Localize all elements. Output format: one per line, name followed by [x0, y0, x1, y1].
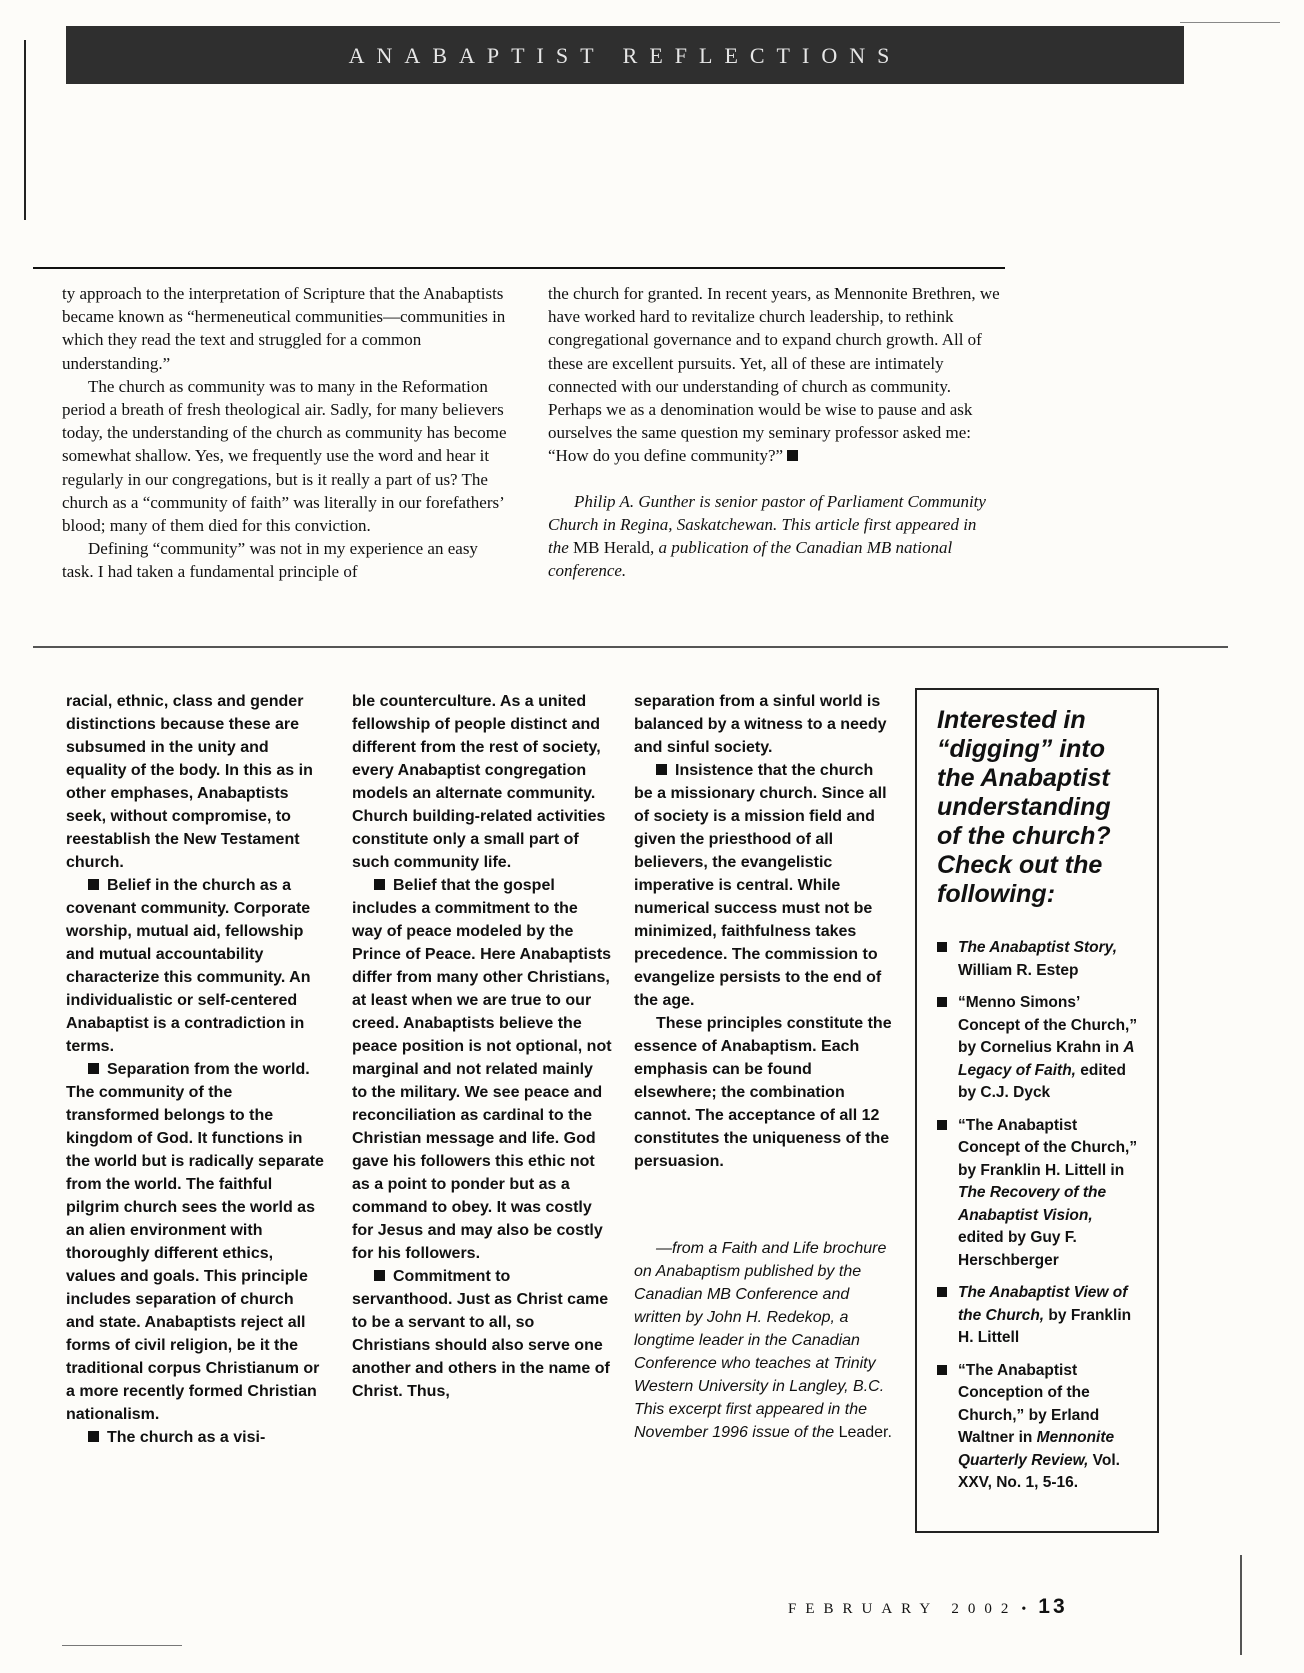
article-paragraph: ty approach to the interpretation of Scripture that the Anabaptists became known as “hermeneutical communities—communities in which they read the text and struggled for a common understanding.”	[62, 284, 506, 373]
author-byline: Philip A. Gunther is senior pastor of Parliament Community Church in Regina, Saskatchewan. This article first appeared in the MB Herald, a publication of the Canadian MB national conference.	[548, 491, 986, 581]
bottom-rule	[62, 1645, 182, 1646]
principles-column-3	[634, 690, 892, 1444]
reading-list-sidebar	[915, 688, 1159, 1533]
principle-paragraph: separation from a sinful world is balanced by a witness to a needy and sinful society.	[634, 693, 887, 756]
principles-column-1	[66, 690, 324, 1449]
principle-paragraph: Belief in the church as a covenant community. Corporate worship, mutual aid, fellowship and mutual accountability characterize this community. An individualistic or self-centered Anabaptist is a contradiction in terms.	[66, 877, 311, 1055]
issue-date: FEBRUARY 2002	[788, 1601, 1018, 1617]
principle-paragraph: ble counterculture. As a united fellowship of people distinct and different from the rest of society, every Anabaptist congregation models an alternate community. Church building-related activities constitute only a small part of such community life.	[352, 693, 606, 871]
footer-bullet: •	[1021, 1602, 1027, 1617]
principle-paragraph: Insistence that the church be a missionary church. Since all of society is a mission field and given the priesthood of all believers, the evangelistic imperative is central. While numerical success must not be minimized, faithfulness takes precedence. The commission to evangelize persists to the end of the age.	[634, 762, 887, 1009]
principle-paragraph: The church as a visi-	[66, 1426, 324, 1449]
reference-item: “The Anabaptist Conception of the Church,” by Erland Waltner in Mennonite Quarterly Review, Vol. XXV, No. 1, 5-16.	[937, 1360, 1141, 1495]
bullet-square-icon	[937, 997, 947, 1007]
end-mark-icon	[787, 450, 798, 461]
principle-paragraph: Separation from the world. The community of the transformed belongs to the kingdom of God. It functions in the world but is radically separate from the world. The faithful pilgrim church sees the world as an alien environment with thoroughly different ethics, values and goals. This principle includes separation of church and state. Anabaptists reject all forms of civil religion, be it the traditional corpus Christianum or a more recently formed Christian nationalism.	[66, 1061, 324, 1423]
page-edge-right	[1240, 1555, 1242, 1655]
top-rule	[33, 267, 1005, 269]
page-edge-left	[24, 40, 26, 220]
section-banner: ANABAPTIST REFLECTIONS	[66, 26, 1184, 84]
reference-item: “The Anabaptist Concept of the Church,” by Franklin H. Littell in The Recovery of the Anabaptist Vision, edited by Guy F. Herschberger	[937, 1115, 1141, 1273]
page-edge-top	[1180, 22, 1280, 23]
article-column-left	[62, 282, 508, 584]
bullet-square-icon	[374, 1270, 385, 1281]
article-paragraph: Defining “community” was not in my experience an easy task. I had taken a fundamental principle of	[62, 539, 478, 582]
article-column-right	[548, 282, 1000, 582]
sidebar-title: Interested in “digging” into the Anabaptist understanding of the church? Check out the following:	[937, 706, 1111, 908]
section-divider	[33, 646, 1228, 648]
bullet-square-icon	[937, 942, 947, 952]
reference-list	[937, 937, 1141, 1495]
principles-column-2	[352, 690, 612, 1403]
bullet-square-icon	[656, 764, 667, 775]
article-paragraph: the church for granted. In recent years, as Mennonite Brethren, we have worked hard to revitalize church leadership, to rethink congregational governance and to expand church growth. All of these are excellent pursuits. Yet, all of these are intimately connected with our understanding of church as community. Perhaps we as a denomination would be wise to pause and ask ourselves the same question my seminary professor asked me: “How do you define community?”	[548, 284, 1000, 466]
bullet-square-icon	[88, 1063, 99, 1074]
bullet-square-icon	[374, 879, 385, 890]
page-footer	[788, 1595, 1068, 1619]
reference-item: The Anabaptist View of the Church, by Franklin H. Littell	[937, 1282, 1141, 1350]
bullet-square-icon	[937, 1365, 947, 1375]
principle-paragraph: Commitment to servanthood. Just as Christ came to be a servant to all, so Christians should also serve one another and others in the name of Christ. Thus,	[352, 1268, 610, 1400]
bullet-square-icon	[88, 879, 99, 890]
page-number: 13	[1038, 1595, 1068, 1618]
principle-paragraph: Belief that the gospel includes a commitment to the way of peace modeled by the Prince of Peace. Here Anabaptists differ from many other Christians, at least when we are true to our creed. Anabaptists believe the peace position is not optional, not marginal and not related mainly to the military. We see peace and reconciliation as cardinal to the Christian message and life. God gave his followers this ethic not as a point to ponder but as a command to obey. It was costly for Jesus and may also be costly for his followers.	[352, 877, 612, 1262]
bullet-square-icon	[88, 1431, 99, 1442]
reference-item: The Anabaptist Story, William R. Estep	[937, 937, 1141, 982]
bullet-square-icon	[937, 1120, 947, 1130]
article-paragraph: The church as community was to many in the Reformation period a breath of fresh theological air. Sadly, for many believers today, the understanding of the church as community has become somewhat shallow. Yes, we frequently use the word and hear it regularly in our congregations, but is it really a part of us? The church as a “community of faith” was literally in our forefathers’ blood; many of them died for this conviction.	[62, 376, 507, 536]
bullet-square-icon	[937, 1287, 947, 1297]
principle-paragraph: racial, ethnic, class and gender distinctions because these are subsumed in the unity and equality of the body. In this as in other emphases, Anabaptists seek, without compromise, to reestablish the New Testament church.	[66, 693, 313, 871]
reference-item: “Menno Simons’ Concept of the Church,” by Cornelius Krahn in A Legacy of Faith, edited by C.J. Dyck	[937, 992, 1141, 1105]
source-credit: —from a Faith and Life brochure on Anabaptism published by the Canadian MB Conference and written by John H. Redekop, a longtime leader in the Canadian Conference who teaches at Trinity Western University in Langley, B.C. This excerpt first appeared in the November 1996 issue of the Leader.	[634, 1240, 892, 1441]
principle-paragraph: These principles constitute the essence of Anabaptism. Each emphasis can be found elsewhere; the combination cannot. The acceptance of all 12 constitutes the uniqueness of the persuasion.	[634, 1015, 892, 1170]
